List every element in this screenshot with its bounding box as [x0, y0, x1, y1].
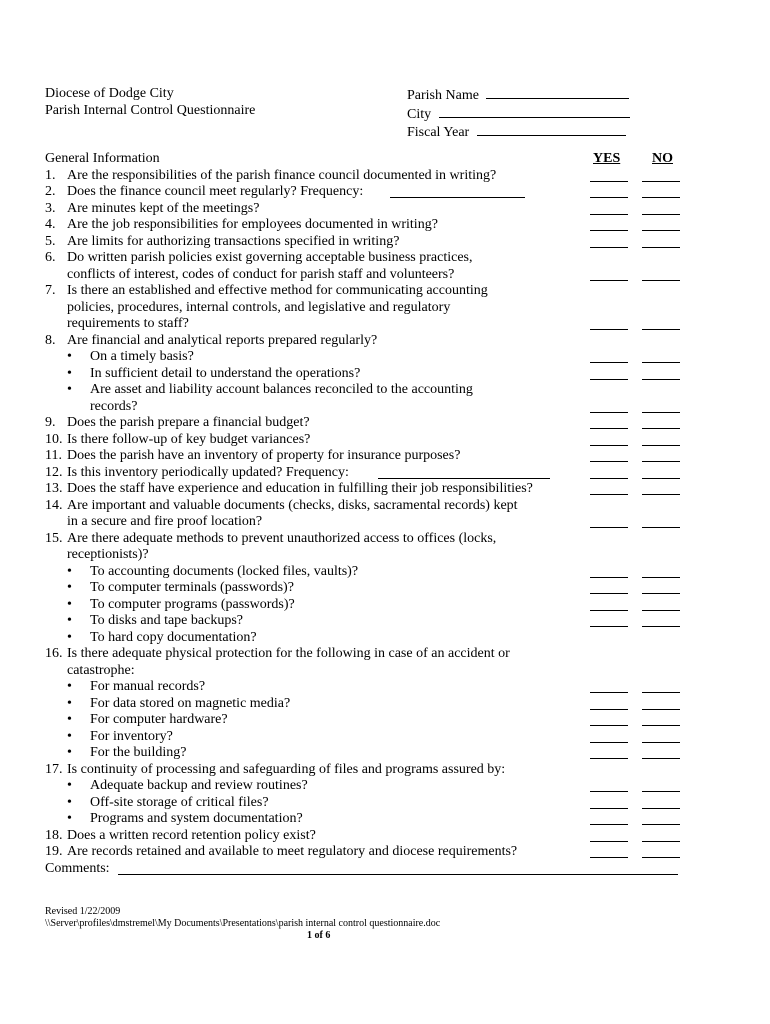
- questionnaire: [45, 151, 685, 877]
- question-number: 6.: [45, 250, 56, 265]
- question-text: Are there adequate methods to prevent unauthorized access to offices (locks,: [67, 530, 497, 546]
- no-answer-line[interactable]: [642, 692, 680, 693]
- fiscal-year-field[interactable]: [477, 123, 626, 136]
- question-row: [45, 448, 685, 465]
- question-text: Is continuity of processing and safeguarding of files and programs assured by:: [67, 761, 506, 777]
- question-row: [45, 465, 685, 482]
- no-answer-line[interactable]: [642, 379, 680, 380]
- question-text: In sufficient detail to understand the operations?: [90, 365, 361, 381]
- question-text: Is there adequate physical protection for the following in case of an accident or: [67, 646, 510, 661]
- no-answer-line[interactable]: [642, 742, 680, 743]
- parish-name-field[interactable]: [486, 86, 629, 99]
- section-header-row: [45, 151, 685, 168]
- question-text: To computer terminals (passwords)?: [90, 580, 294, 595]
- no-answer-line[interactable]: [642, 329, 680, 330]
- yes-answer-line[interactable]: [590, 725, 628, 726]
- yes-answer-line[interactable]: [590, 379, 628, 380]
- question-row: [45, 762, 685, 779]
- question-text: Does a written record retention policy exist?: [67, 827, 316, 843]
- question-row: [45, 184, 685, 201]
- question-text: Does the finance council meet regularly? Frequency:: [67, 184, 364, 199]
- no-answer-line[interactable]: [642, 791, 680, 792]
- footer: [45, 906, 725, 941]
- yes-column-header: YES: [593, 151, 621, 166]
- question-text: To disks and tape backups?: [90, 613, 243, 628]
- diocese-name: Diocese of Dodge City: [45, 86, 174, 101]
- question-text: in a secure and fire proof location?: [67, 514, 263, 529]
- question-row: [45, 217, 685, 234]
- question-text: Off-site storage of critical files?: [90, 794, 269, 810]
- question-row: [45, 415, 685, 432]
- question-text: records?: [90, 398, 138, 414]
- yes-answer-line[interactable]: [590, 494, 628, 495]
- yes-answer-line[interactable]: [590, 214, 628, 215]
- parish-name-row: [407, 86, 630, 105]
- question-text: Is this inventory periodically updated? Frequency:: [67, 464, 349, 480]
- yes-answer-line[interactable]: [590, 527, 628, 528]
- bullet-icon: •: [67, 382, 72, 397]
- city-field[interactable]: [439, 105, 630, 118]
- yes-answer-line[interactable]: [590, 577, 628, 578]
- question-number: 2.: [45, 184, 56, 199]
- question-number: 14.: [45, 497, 63, 513]
- header-right: [407, 86, 630, 142]
- question-text: Are minutes kept of the meetings?: [67, 200, 260, 216]
- bullet-icon: •: [67, 811, 72, 826]
- question-text: For data stored on magnetic media?: [90, 695, 291, 711]
- question-text: Are financial and analytical reports prepared regularly?: [67, 332, 378, 348]
- yes-answer-line[interactable]: [590, 478, 628, 479]
- bullet-row: [45, 580, 685, 597]
- question-number: 12.: [45, 464, 63, 480]
- no-answer-line[interactable]: [642, 857, 680, 858]
- question-number: 11.: [45, 448, 62, 463]
- bullet-icon: •: [67, 794, 72, 810]
- yes-answer-line[interactable]: [590, 626, 628, 627]
- file-path: \\Server\profiles\dmstremel\My Documents\Presentations\parish internal control questionnaire.doc: [45, 918, 441, 929]
- no-answer-line[interactable]: [642, 610, 680, 611]
- continuation-row: [45, 663, 685, 680]
- question-text: To hard copy documentation?: [90, 629, 257, 645]
- yes-answer-line[interactable]: [590, 841, 628, 842]
- question-text: catastrophe:: [67, 662, 135, 678]
- question-number: 19.: [45, 844, 63, 859]
- bullet-icon: •: [67, 745, 72, 760]
- question-text: For computer hardware?: [90, 712, 228, 727]
- comments-label: Comments:: [45, 860, 110, 876]
- continuation-row: [45, 267, 685, 284]
- question-text: Are limits for authorizing transactions specified in writing?: [67, 233, 400, 249]
- bullet-icon: •: [67, 695, 72, 711]
- yes-answer-line[interactable]: [590, 280, 628, 281]
- frequency-field[interactable]: [390, 185, 525, 198]
- no-answer-line[interactable]: [642, 709, 680, 710]
- question-text: Is there follow-up of key budget variances?: [67, 431, 311, 447]
- question-number: 3.: [45, 200, 56, 216]
- question-row: [45, 498, 685, 515]
- no-answer-line[interactable]: [642, 247, 680, 248]
- no-answer-line[interactable]: [642, 577, 680, 578]
- question-row: [45, 432, 685, 449]
- yes-answer-line[interactable]: [590, 247, 628, 248]
- yes-answer-line[interactable]: [590, 230, 628, 231]
- question-text: conflicts of interest, codes of conduct for parish staff and volunteers?: [67, 266, 455, 282]
- question-number: 18.: [45, 827, 63, 843]
- bullet-row: [45, 564, 685, 581]
- question-text: policies, procedures, internal controls, and legislative and regulatory: [67, 299, 451, 315]
- header-left: [45, 86, 255, 119]
- no-answer-line[interactable]: [642, 230, 680, 231]
- bullet-icon: •: [67, 712, 72, 727]
- question-number: 9.: [45, 415, 56, 430]
- question-number: 4.: [45, 217, 56, 232]
- yes-answer-line[interactable]: [590, 412, 628, 413]
- no-answer-line[interactable]: [642, 280, 680, 281]
- question-row: [45, 828, 685, 845]
- bullet-row: [45, 613, 685, 630]
- bullet-row: [45, 745, 685, 762]
- no-answer-line[interactable]: [642, 362, 680, 363]
- bullet-row: [45, 729, 685, 746]
- yes-answer-line[interactable]: [590, 593, 628, 594]
- yes-answer-line[interactable]: [590, 857, 628, 858]
- bullet-icon: •: [67, 613, 72, 628]
- question-text: Programs and system documentation?: [90, 811, 303, 826]
- question-row: [45, 531, 685, 548]
- question-text: On a timely basis?: [90, 349, 194, 364]
- bullet-row: [45, 712, 685, 729]
- city-label: City: [407, 106, 432, 122]
- no-answer-line[interactable]: [642, 824, 680, 825]
- no-answer-line[interactable]: [642, 214, 680, 215]
- no-answer-line[interactable]: [642, 593, 680, 594]
- no-answer-line[interactable]: [642, 428, 680, 429]
- question-number: 17.: [45, 761, 63, 777]
- question-text: receptionists)?: [67, 547, 149, 562]
- comments-row: [45, 861, 685, 878]
- question-row: [45, 283, 685, 300]
- parish-name-label: Parish Name: [407, 88, 479, 103]
- question-text: Does the parish prepare a financial budget?: [67, 415, 310, 430]
- bullet-row: [45, 679, 685, 696]
- yes-answer-line[interactable]: [590, 197, 628, 198]
- bullet-icon: •: [67, 563, 72, 579]
- question-text: Do written parish policies exist governing acceptable business practices,: [67, 250, 473, 265]
- bullet-row: [45, 366, 685, 383]
- question-row: [45, 333, 685, 350]
- revised-date: Revised 1/22/2009: [45, 906, 121, 917]
- question-row: [45, 250, 685, 267]
- yes-answer-line[interactable]: [590, 428, 628, 429]
- section-title: General Information: [45, 151, 160, 166]
- question-text: requirements to staff?: [67, 316, 189, 331]
- question-row: [45, 481, 685, 498]
- question-number: 15.: [45, 530, 63, 546]
- question-text: Does the staff have experience and education in fulfilling their job responsibilities?: [67, 481, 533, 496]
- continuation-row: [45, 547, 685, 564]
- question-text: For the building?: [90, 745, 187, 760]
- question-row: [45, 168, 685, 185]
- bullet-icon: •: [67, 778, 72, 793]
- yes-answer-line[interactable]: [590, 181, 628, 182]
- no-answer-line[interactable]: [642, 445, 680, 446]
- question-text: Does the parish have an inventory of property for insurance purposes?: [67, 448, 461, 463]
- continuation-row: [45, 514, 685, 531]
- bullet-icon: •: [67, 596, 72, 612]
- question-number: 16.: [45, 646, 63, 661]
- bullet-icon: •: [67, 629, 72, 645]
- bullet-icon: •: [67, 679, 72, 694]
- no-column-header: NO: [652, 151, 673, 166]
- yes-answer-line[interactable]: [590, 692, 628, 693]
- bullet-row: [45, 630, 685, 647]
- question-text: For inventory?: [90, 728, 173, 744]
- question-text: Is there an established and effective method for communicating accounting: [67, 283, 488, 298]
- bullet-icon: •: [67, 349, 72, 364]
- question-number: 7.: [45, 283, 56, 298]
- question-row: [45, 646, 685, 663]
- question-number: 1.: [45, 167, 56, 183]
- question-text: Are asset and liability account balances reconciled to the accounting: [90, 382, 473, 397]
- no-answer-line[interactable]: [642, 527, 680, 528]
- question-text: To accounting documents (locked files, vaults)?: [90, 563, 359, 579]
- yes-answer-line[interactable]: [590, 824, 628, 825]
- fiscal-year-label: Fiscal Year: [407, 125, 470, 140]
- bullet-row: [45, 795, 685, 812]
- bullet-icon: •: [67, 728, 72, 744]
- question-text: Adequate backup and review routines?: [90, 778, 308, 793]
- yes-answer-line[interactable]: [590, 610, 628, 611]
- no-answer-line[interactable]: [642, 626, 680, 627]
- question-text: Are records retained and available to meet regulatory and diocese requirements?: [67, 844, 518, 859]
- question-number: 8.: [45, 332, 56, 348]
- no-answer-line[interactable]: [642, 461, 680, 462]
- yes-answer-line[interactable]: [590, 445, 628, 446]
- bullet-row: [45, 382, 685, 399]
- no-answer-line[interactable]: [642, 494, 680, 495]
- no-answer-line[interactable]: [642, 725, 680, 726]
- no-answer-line[interactable]: [642, 181, 680, 182]
- continuation-row: [45, 300, 685, 317]
- no-answer-line[interactable]: [642, 197, 680, 198]
- question-text: For manual records?: [90, 679, 206, 694]
- question-text: To computer programs (passwords)?: [90, 596, 295, 612]
- no-answer-line[interactable]: [642, 412, 680, 413]
- frequency-field[interactable]: [378, 466, 550, 479]
- question-number: 5.: [45, 233, 56, 249]
- question-number: 10.: [45, 431, 63, 447]
- question-text: Are the responsibilities of the parish finance council documented in writing?: [67, 167, 497, 183]
- yes-answer-line[interactable]: [590, 709, 628, 710]
- bullet-icon: •: [67, 580, 72, 595]
- bullet-row: [45, 778, 685, 795]
- document-title: Parish Internal Control Questionnaire: [45, 102, 256, 118]
- yes-answer-line[interactable]: [590, 461, 628, 462]
- question-row: [45, 234, 685, 251]
- question-row: [45, 201, 685, 218]
- bullet-row: [45, 597, 685, 614]
- city-row: [407, 105, 630, 124]
- no-answer-line[interactable]: [642, 478, 680, 479]
- continuation-row: [45, 316, 685, 333]
- yes-answer-line[interactable]: [590, 329, 628, 330]
- yes-answer-line[interactable]: [590, 808, 628, 809]
- yes-answer-line[interactable]: [590, 758, 628, 759]
- comments-field[interactable]: [118, 874, 678, 875]
- no-answer-line[interactable]: [642, 758, 680, 759]
- question-text: Are the job responsibilities for employees documented in writing?: [67, 217, 438, 232]
- yes-answer-line[interactable]: [590, 742, 628, 743]
- no-answer-line[interactable]: [642, 841, 680, 842]
- page-number: 1 of 6: [307, 930, 331, 941]
- yes-answer-line[interactable]: [590, 362, 628, 363]
- fiscal-year-row: [407, 123, 630, 142]
- bullet-row: [45, 696, 685, 713]
- bullet-row: [45, 811, 685, 828]
- question-row: [45, 844, 685, 861]
- no-answer-line[interactable]: [642, 808, 680, 809]
- continuation-row: [45, 399, 685, 416]
- bullet-row: [45, 349, 685, 366]
- question-number: 13.: [45, 481, 63, 496]
- bullet-icon: •: [67, 365, 72, 381]
- question-text: Are important and valuable documents (checks, disks, sacramental records) kept: [67, 497, 518, 513]
- yes-answer-line[interactable]: [590, 791, 628, 792]
